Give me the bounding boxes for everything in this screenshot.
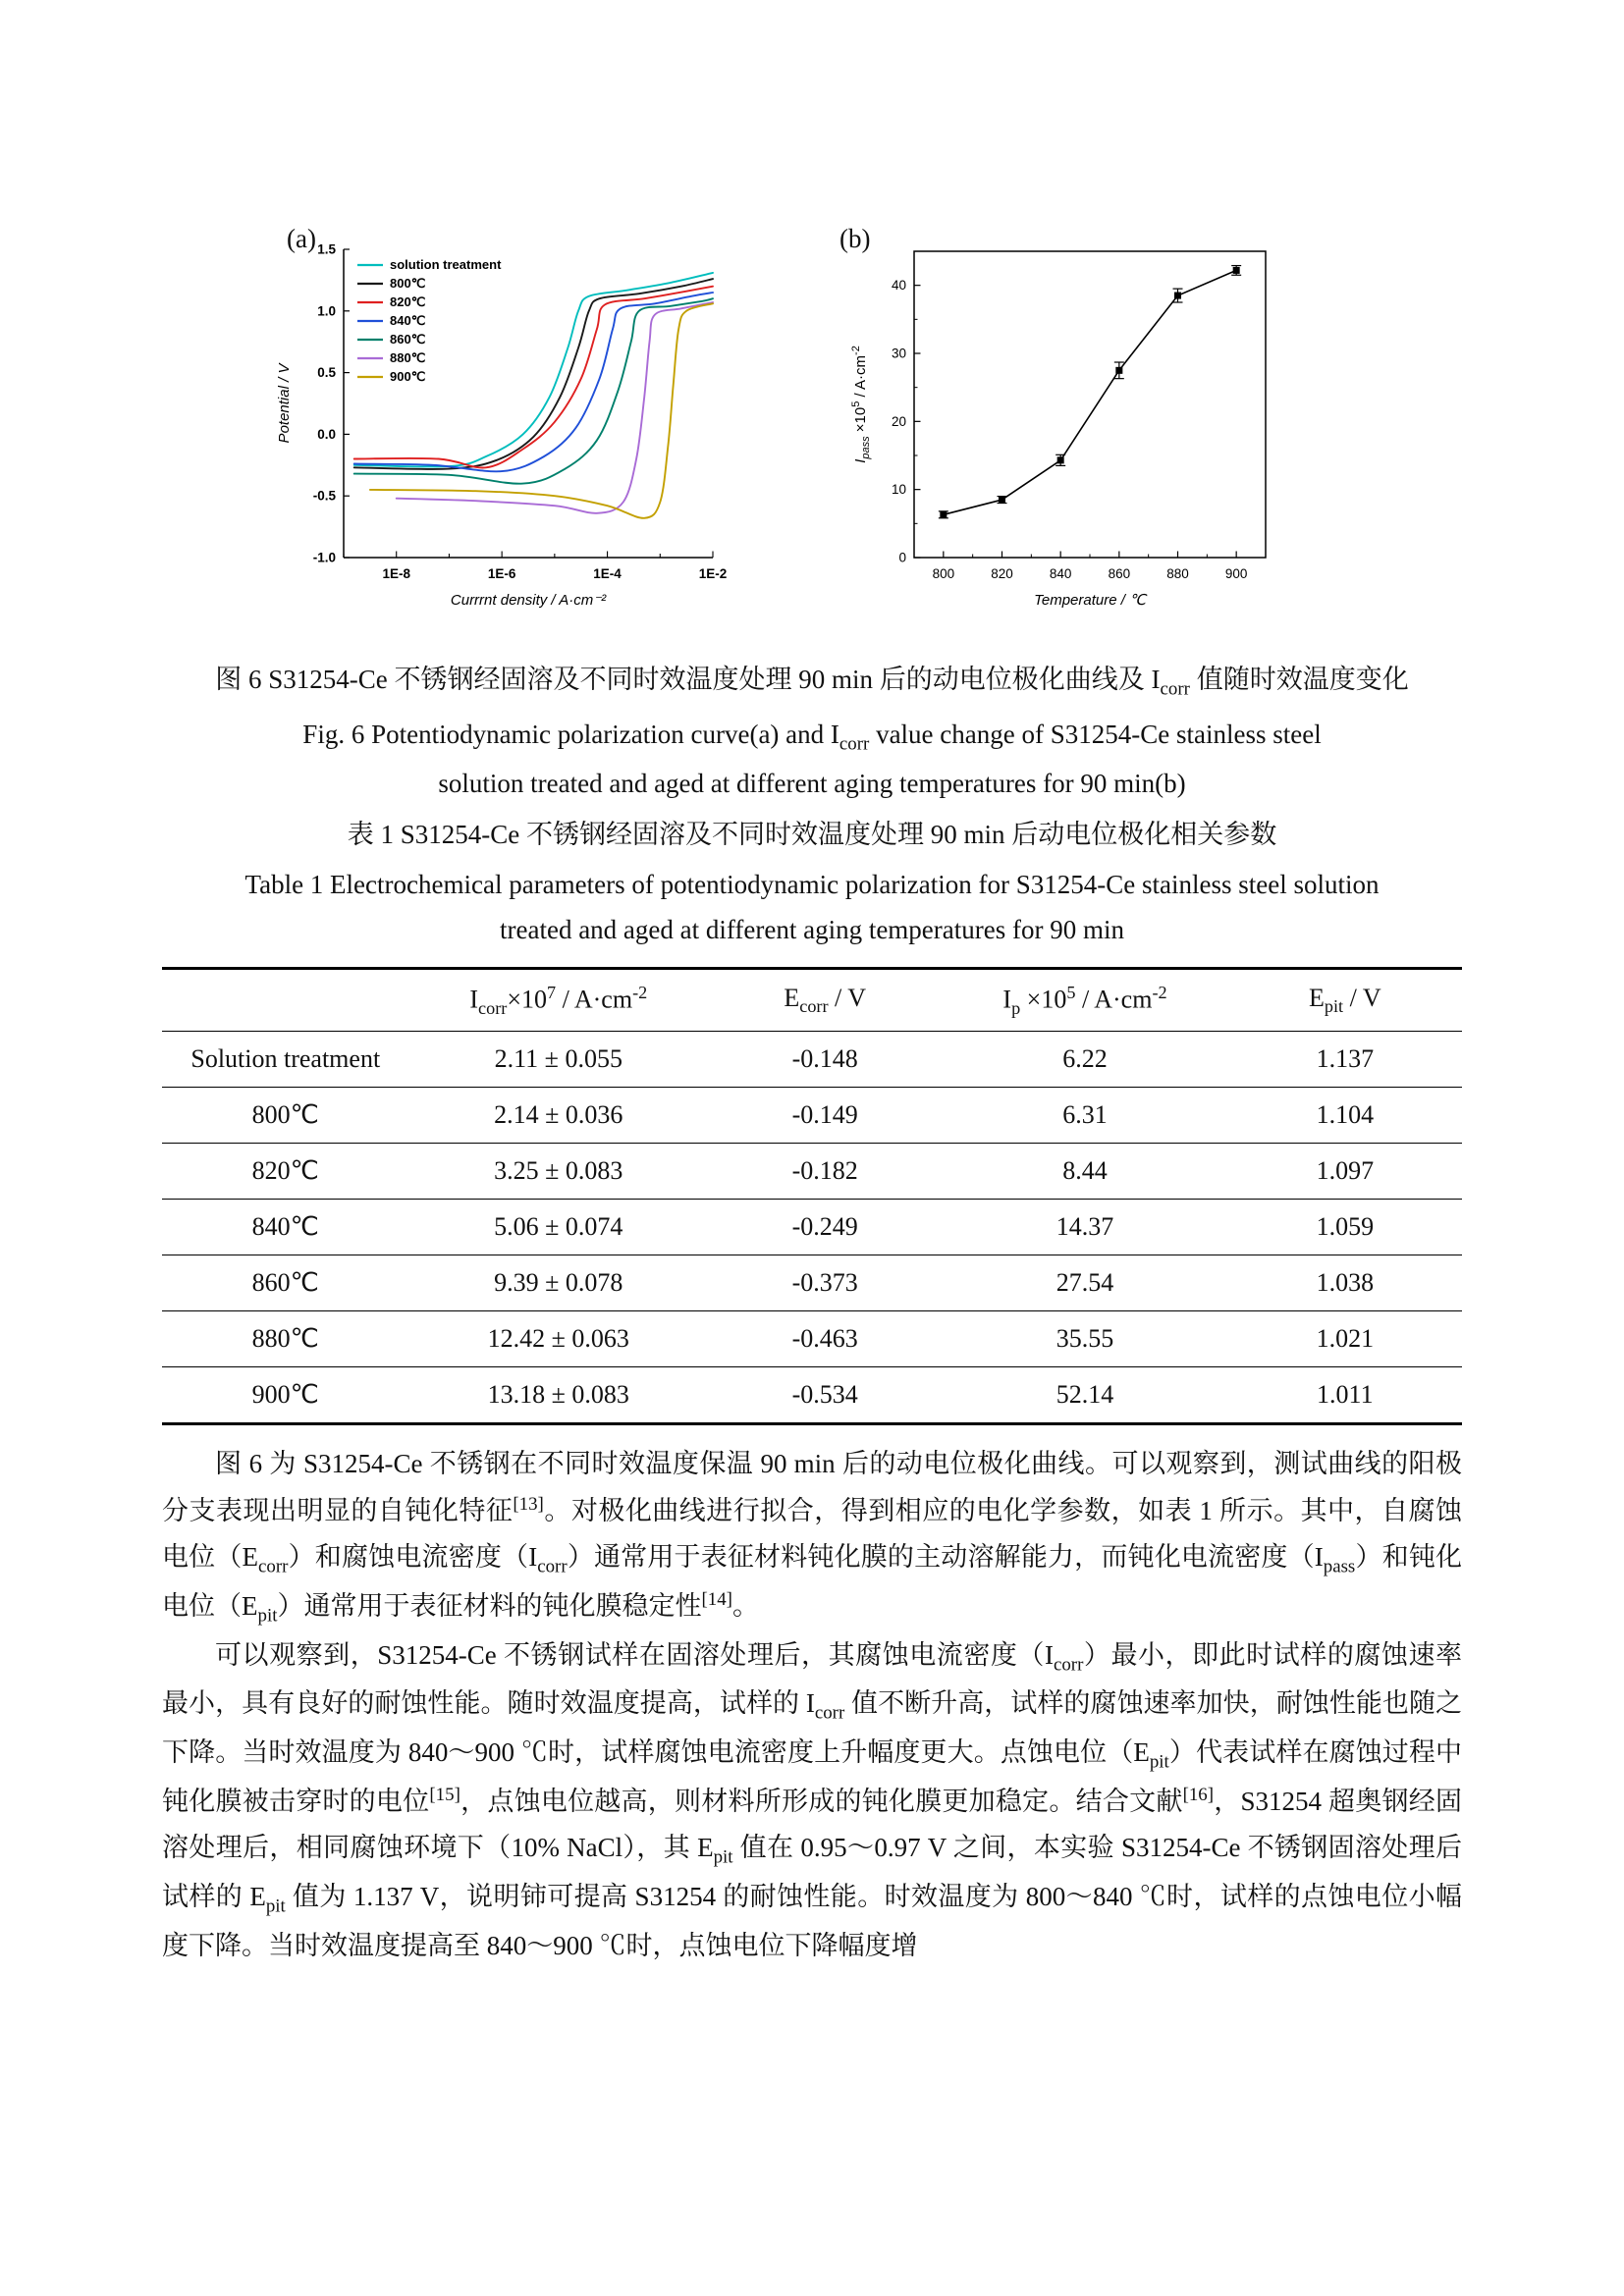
x-tick-label: 880 [1166, 566, 1189, 581]
legend-label: 840℃ [390, 313, 426, 328]
table-value-cell: 14.37 [942, 1200, 1227, 1255]
x-tick-label: 1E-6 [487, 566, 516, 581]
row-label-cell: 860℃ [162, 1255, 409, 1311]
table-value-cell: 35.55 [942, 1311, 1227, 1367]
x-tick-label: 860 [1108, 566, 1131, 581]
y-tick-label: 1.0 [317, 303, 336, 319]
x-tick-label: 1E-4 [593, 566, 622, 581]
x-tick-label: 800 [932, 566, 955, 581]
y-tick-label: 40 [891, 278, 906, 294]
table-value-cell: -0.182 [708, 1144, 942, 1200]
table-header-cell: $E_{pit}$ / V [1228, 968, 1462, 1032]
table-value-cell: 6.31 [942, 1088, 1227, 1144]
table-value-cell: 2.14 ± 0.036 [409, 1088, 709, 1144]
data-point-marker [940, 511, 947, 518]
x-axis-label: Currrnt density / A·cm⁻² [450, 592, 607, 609]
table-value-cell: 1.021 [1228, 1311, 1462, 1367]
figure-caption-en: Fig. 6 Potentiodynamic polarization curve(a) and $I_{corr}$ value change of S31254-Ce stainless steel solution treated and aged at different aging temperatures for 90 min(b) [302, 719, 1322, 798]
table-value-cell: 8.44 [942, 1144, 1227, 1200]
figure-6 [265, 224, 1462, 631]
row-label-cell: 820℃ [162, 1144, 409, 1200]
y-axis-label: Potential / V [276, 363, 293, 444]
table-value-cell: 1.059 [1228, 1200, 1462, 1255]
y-tick-label: 1.5 [317, 241, 336, 257]
paragraph-2: 可以观察到，S31254-Ce 不锈钢试样在固溶处理后，其腐蚀电流密度$(I_{corr})$最小，即此时试样的腐蚀速率最小，具有良好的耐蚀性能。随时效温度提高，试样的 $I_{corr}$ 值不断升高，试样的腐蚀速率加快，耐蚀性能也随之下降。当时效温度为 840～900 ℃时，试样腐蚀电流密度上升幅度更大。点蚀电位$(E_{pit})$代表试样在腐蚀过程中钝化膜被击穿时的电位[15]，点蚀电位越高，则材料所形成的钝化膜更加稳定。结合文献[16]，S31254 超奥钢经固溶处理后，相同腐蚀环境下（10% NaCl），其 $E_{pit}$ 值在 0.95～0.97 V 之间，本实验 S31254-Ce 不锈钢固溶处理后试样的 $E_{pit}$ 值为 1.137 V，说明铈可提高 S31254 的耐蚀性能。时效温度为 800～840 ℃时，试样的点蚀电位小幅度下降。当时效温度提高至 840～900 ℃时，点蚀电位下降幅度增 [162, 1639, 1462, 1960]
y-tick-label: 0 [898, 550, 906, 565]
table-body [162, 1032, 1462, 1424]
table-caption-en: Table 1 Electrochemical parameters of potentiodynamic polarization for S31254-Ce stainless steel solution treated and aged at different aging temperatures for 90 min [244, 869, 1380, 945]
legend-label: solution treatment [390, 257, 502, 272]
table-row [162, 1032, 1462, 1088]
figure-caption-zh: 图 6 S31254-Ce 不锈钢经固溶及不同时效温度处理 90 min 后的动电位极化曲线及 $I_{corr}$ 值随时效温度变化 [215, 665, 1409, 700]
table-row [162, 1311, 1462, 1367]
table-value-cell: 12.42 ± 0.063 [409, 1311, 709, 1367]
x-axis-label: Temperature / ℃ [1034, 592, 1146, 609]
table-row [162, 1144, 1462, 1200]
table-value-cell: 52.14 [1056, 1380, 1114, 1410]
table-row [162, 1088, 1462, 1144]
series-line [944, 270, 1236, 514]
x-tick-label: 1E-2 [698, 566, 727, 581]
row-label-cell: 840℃ [162, 1200, 409, 1255]
table-header-row [162, 968, 1462, 1032]
table-value-cell: 1.104 [1228, 1088, 1462, 1144]
table-value-cell: -0.534 [791, 1380, 858, 1410]
row-label-cell: Solution treatment [162, 1032, 409, 1088]
y-tick-label: 20 [891, 413, 906, 429]
x-tick-label: 820 [991, 566, 1013, 581]
table-value-cell: 13.18 ± 0.083 [487, 1380, 629, 1410]
table-value-cell: 1.097 [1228, 1144, 1462, 1200]
x-tick-label: 900 [1224, 566, 1248, 581]
x-tick-label: 1E-8 [382, 566, 410, 581]
table-row [162, 1255, 1462, 1311]
electrochemical-parameters-table [162, 967, 1462, 1426]
legend-label: 900℃ [390, 369, 426, 384]
table-caption-zh: 表 1 S31254-Ce 不锈钢经固溶及不同时效温度处理 90 min 后动电位极化相关参数 [347, 820, 1277, 850]
row-label-cell: 900℃ [251, 1380, 319, 1410]
data-point-marker [1057, 456, 1064, 463]
subfigure-b [839, 224, 1283, 631]
table-value-cell: -0.149 [708, 1088, 942, 1144]
table-value-cell: 6.22 [942, 1032, 1227, 1088]
subfigure-a-label: (a) [287, 224, 316, 253]
y-tick-label: 30 [891, 346, 906, 361]
table-row [162, 1367, 1462, 1424]
table-header-cell: $I_p \times 10^5 / A\cdot cm^{-2}$ [942, 968, 1227, 1032]
y-tick-label: 0.0 [317, 426, 336, 442]
table-value-cell: 2.11 ± 0.055 [409, 1032, 709, 1088]
legend-label: 860℃ [390, 332, 426, 347]
table-value-cell: 9.39 ± 0.078 [409, 1255, 709, 1311]
table-header-cell: $I_{corr}\times 10^7 / A\cdot cm^{-2}$ [409, 968, 709, 1032]
table-value-cell: 27.54 [942, 1255, 1227, 1311]
data-point-marker [999, 497, 1005, 504]
table-head [162, 968, 1462, 1032]
subfigure-a [265, 224, 727, 631]
table-value-cell: 3.25 ± 0.083 [409, 1144, 709, 1200]
table-value-cell: -0.373 [708, 1255, 942, 1311]
row-label-cell: 880℃ [162, 1311, 409, 1367]
table-row [162, 1200, 1462, 1255]
table-value-cell: -0.148 [708, 1032, 942, 1088]
polarization-curves-chart [265, 234, 727, 626]
y-tick-label: 0.5 [317, 365, 336, 381]
data-point-marker [1233, 267, 1240, 274]
y-axis-label: $I_{pass} \times 10^5 / A\cdot cm^{-2}$ [850, 346, 872, 463]
paragraph-1: 图 6 为 S31254-Ce 不锈钢在不同时效温度保温 90 min 后的动电位极化曲线。可以观察到，测试曲线的阳极分支表现出明显的自钝化特征[13]。对极化曲线进行拟合，得到相应的电化学参数，如表 1 所示。其中，自腐蚀电位$(E_{corr})$和腐蚀电流密度$(I_{corr})$通常用于表征材料钝化膜的主动溶解能力，而钝化电流密度$(I_{pass})$和钝化电位$(E_{pit})$通常用于表征材料的钝化膜稳定性[14]。 [162, 1449, 1463, 1627]
table-value-cell: 1.038 [1228, 1255, 1462, 1311]
body-text [162, 1441, 1462, 1969]
table-value-cell: 1.011 [1317, 1380, 1374, 1410]
subfigure-b-label: (b) [839, 224, 871, 253]
legend-label: 820℃ [390, 294, 426, 309]
table-value-cell: 5.06 ± 0.074 [409, 1200, 709, 1255]
y-tick-label: -0.5 [312, 488, 336, 504]
y-tick-label: 10 [891, 482, 906, 498]
data-point-marker [1115, 367, 1122, 374]
y-tick-label: -1.0 [312, 550, 336, 565]
row-label-cell: 800℃ [162, 1088, 409, 1144]
legend-label: 800℃ [390, 276, 426, 291]
data-point-marker [1174, 293, 1181, 299]
ipass-vs-temperature-chart [841, 234, 1283, 626]
table-value-cell: -0.249 [708, 1200, 942, 1255]
legend-label: 880℃ [390, 350, 426, 365]
table-header-cell [162, 968, 409, 1032]
x-tick-label: 840 [1049, 566, 1072, 581]
table-header-cell: $E_{corr}$ / V [708, 968, 942, 1032]
table-value-cell: -0.463 [708, 1311, 942, 1367]
table-value-cell: 1.137 [1228, 1032, 1462, 1088]
